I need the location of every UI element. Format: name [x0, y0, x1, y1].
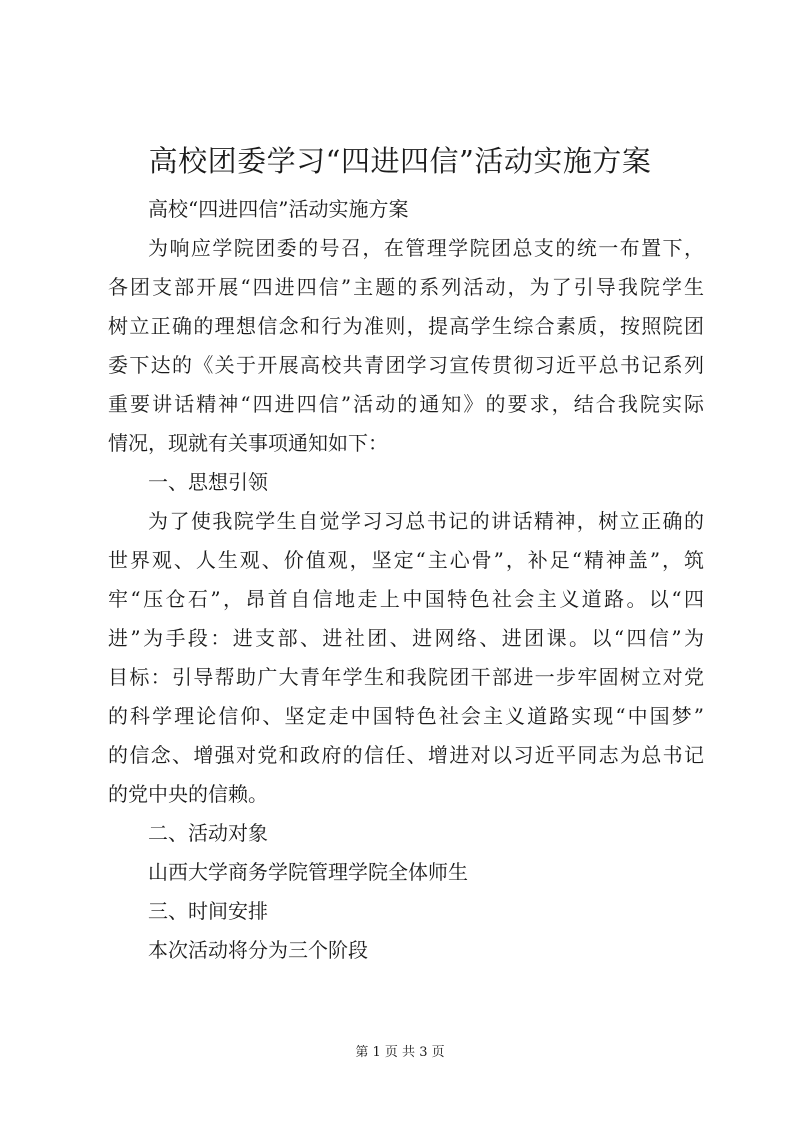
section-heading-guidance: 一、思想引领 — [148, 470, 268, 494]
schedule-text: 本次活动将分为三个阶段 — [148, 938, 368, 962]
guidance-line: 进”为手段：进支部、进社团、进网络、进团课。以“四信”为 — [108, 626, 704, 650]
document-subtitle: 高校“四进四信”活动实施方案 — [148, 197, 409, 221]
guidance-line: 的党中央的信赖。 — [108, 782, 268, 806]
section-heading-schedule: 三、时间安排 — [148, 899, 268, 923]
page-number-footer: 第 1 页 共 3 页 — [355, 1045, 445, 1060]
guidance-line: 世界观、人生观、价值观，坚定“主心骨”，补足“精神盖”，筑 — [108, 548, 704, 572]
guidance-line: 的信念、增强对党和政府的信任、增进对以习近平同志为总书记 — [108, 743, 704, 767]
guidance-line: 目标：引导帮助广大青年学生和我院团干部进一步牢固树立对党 — [108, 665, 704, 689]
section-heading-audience: 二、活动对象 — [148, 821, 268, 845]
intro-paragraph — [108, 229, 704, 463]
intro-line: 委下达的《关于开展高校共青团学习宣传贯彻习近平总书记系列 — [108, 353, 704, 377]
guidance-line: 牢“压仓石”，昂首自信地走上中国特色社会主义道路。以“四 — [108, 587, 704, 611]
guidance-line: 的科学理论信仰、坚定走中国特色社会主义道路实现“中国梦” — [108, 704, 704, 728]
intro-line: 各团支部开展“四进四信”主题的系列活动，为了引导我院学生 — [108, 275, 704, 299]
intro-line: 为响应学院团委的号召，在管理学院团总支的统一布置下， — [148, 236, 704, 260]
document-body — [108, 190, 704, 970]
document-title: 高校团委学习“四进四信”活动实施方案 — [148, 144, 652, 178]
audience-text: 山西大学商务学院管理学院全体师生 — [148, 860, 468, 884]
guidance-line: 为了使我院学生自觉学习习总书记的讲话精神，树立正确的 — [148, 509, 704, 533]
intro-line: 情况，现就有关事项通知如下： — [108, 431, 388, 455]
intro-line: 重要讲话精神“四进四信”活动的通知》的要求，结合我院实际 — [108, 392, 704, 416]
guidance-paragraph — [108, 502, 704, 814]
intro-line: 树立正确的理想信念和行为准则，提高学生综合素质，按照院团 — [108, 314, 704, 338]
